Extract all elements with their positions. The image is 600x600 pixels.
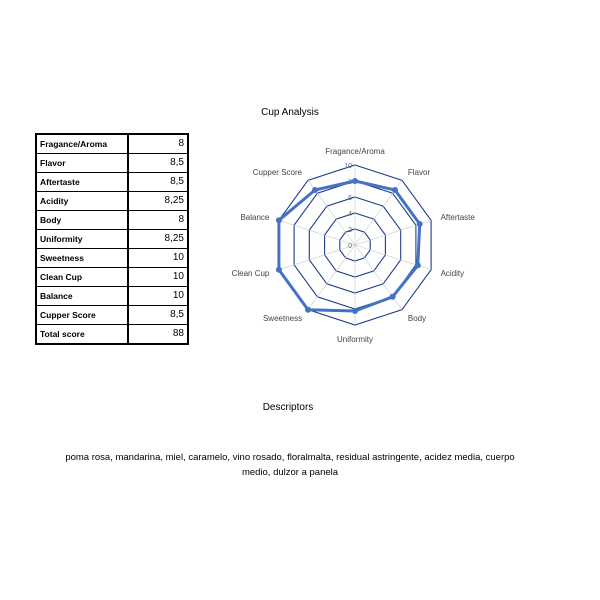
table-row bbox=[36, 249, 188, 268]
axis-label: Cupper Score bbox=[252, 168, 303, 178]
data-point bbox=[276, 267, 282, 273]
data-point bbox=[390, 294, 396, 300]
total-label: Total score bbox=[36, 325, 128, 345]
axis-label: Aftertaste bbox=[440, 213, 475, 223]
data-point bbox=[312, 187, 318, 193]
data-point bbox=[415, 262, 421, 268]
row-value: 10 bbox=[128, 268, 188, 287]
row-value: 8,5 bbox=[128, 306, 188, 325]
row-label: Aftertaste bbox=[36, 173, 128, 192]
row-value: 10 bbox=[128, 287, 188, 306]
spoke-line bbox=[308, 245, 355, 310]
table-row bbox=[36, 287, 188, 306]
spoke-line bbox=[279, 220, 355, 245]
axis-label: Flavor bbox=[407, 168, 431, 178]
table-row bbox=[36, 230, 188, 249]
row-value: 8,25 bbox=[128, 230, 188, 249]
tick-label: 6 bbox=[348, 195, 352, 202]
spoke-line bbox=[279, 245, 355, 270]
axis-label: Body bbox=[407, 313, 427, 323]
descriptors-title: Descriptors bbox=[262, 402, 314, 413]
row-label: Acidity bbox=[36, 192, 128, 211]
row-value: 8,25 bbox=[128, 192, 188, 211]
row-value: 8,5 bbox=[128, 173, 188, 192]
row-label: Sweetness bbox=[36, 249, 128, 268]
score-table bbox=[35, 133, 189, 345]
tick-label: 2 bbox=[348, 227, 352, 234]
axis-label: Fragance/Aroma bbox=[325, 147, 385, 156]
tick-label: 4 bbox=[348, 211, 352, 218]
table-row-total bbox=[36, 325, 188, 345]
row-value: 8 bbox=[128, 211, 188, 230]
data-point bbox=[392, 187, 398, 193]
row-value: 8 bbox=[128, 134, 188, 154]
descriptors-text: poma rosa, mandarina, miel, caramelo, vino rosado, floralmalta, residual astringente, acidez media, cuerpo medio, dulzor a panela bbox=[65, 452, 515, 478]
data-point bbox=[417, 221, 423, 227]
data-point bbox=[276, 217, 282, 223]
chart-title: Cup Analysis bbox=[261, 107, 319, 118]
row-label: Clean Cup bbox=[36, 268, 128, 287]
axis-label: Sweetness bbox=[262, 313, 303, 323]
row-label: Fragance/Aroma bbox=[36, 134, 128, 154]
row-value: 10 bbox=[128, 249, 188, 268]
table-row bbox=[36, 134, 188, 154]
row-label: Cupper Score bbox=[36, 306, 128, 325]
table-row bbox=[36, 211, 188, 230]
axis-label: Uniformity bbox=[336, 335, 374, 344]
row-label: Uniformity bbox=[36, 230, 128, 249]
table-row bbox=[36, 268, 188, 287]
table-row bbox=[36, 306, 188, 325]
tick-label: 8 bbox=[348, 179, 352, 186]
total-value: 88 bbox=[128, 325, 188, 345]
row-label: Balance bbox=[36, 287, 128, 306]
tick-label: 10 bbox=[344, 163, 352, 170]
row-label: Body bbox=[36, 211, 128, 230]
table-row bbox=[36, 173, 188, 192]
data-point bbox=[352, 178, 358, 184]
row-value: 8,5 bbox=[128, 154, 188, 173]
radar-chart bbox=[230, 140, 490, 360]
axis-label: Clean Cup bbox=[231, 268, 270, 278]
spoke-line bbox=[355, 245, 402, 310]
data-point bbox=[305, 307, 311, 313]
table-row bbox=[36, 154, 188, 173]
row-label: Flavor bbox=[36, 154, 128, 173]
data-point bbox=[352, 308, 358, 314]
table-row bbox=[36, 192, 188, 211]
axis-label: Acidity bbox=[440, 268, 465, 278]
axis-label: Balance bbox=[240, 213, 270, 223]
tick-label: 0 bbox=[348, 243, 352, 250]
